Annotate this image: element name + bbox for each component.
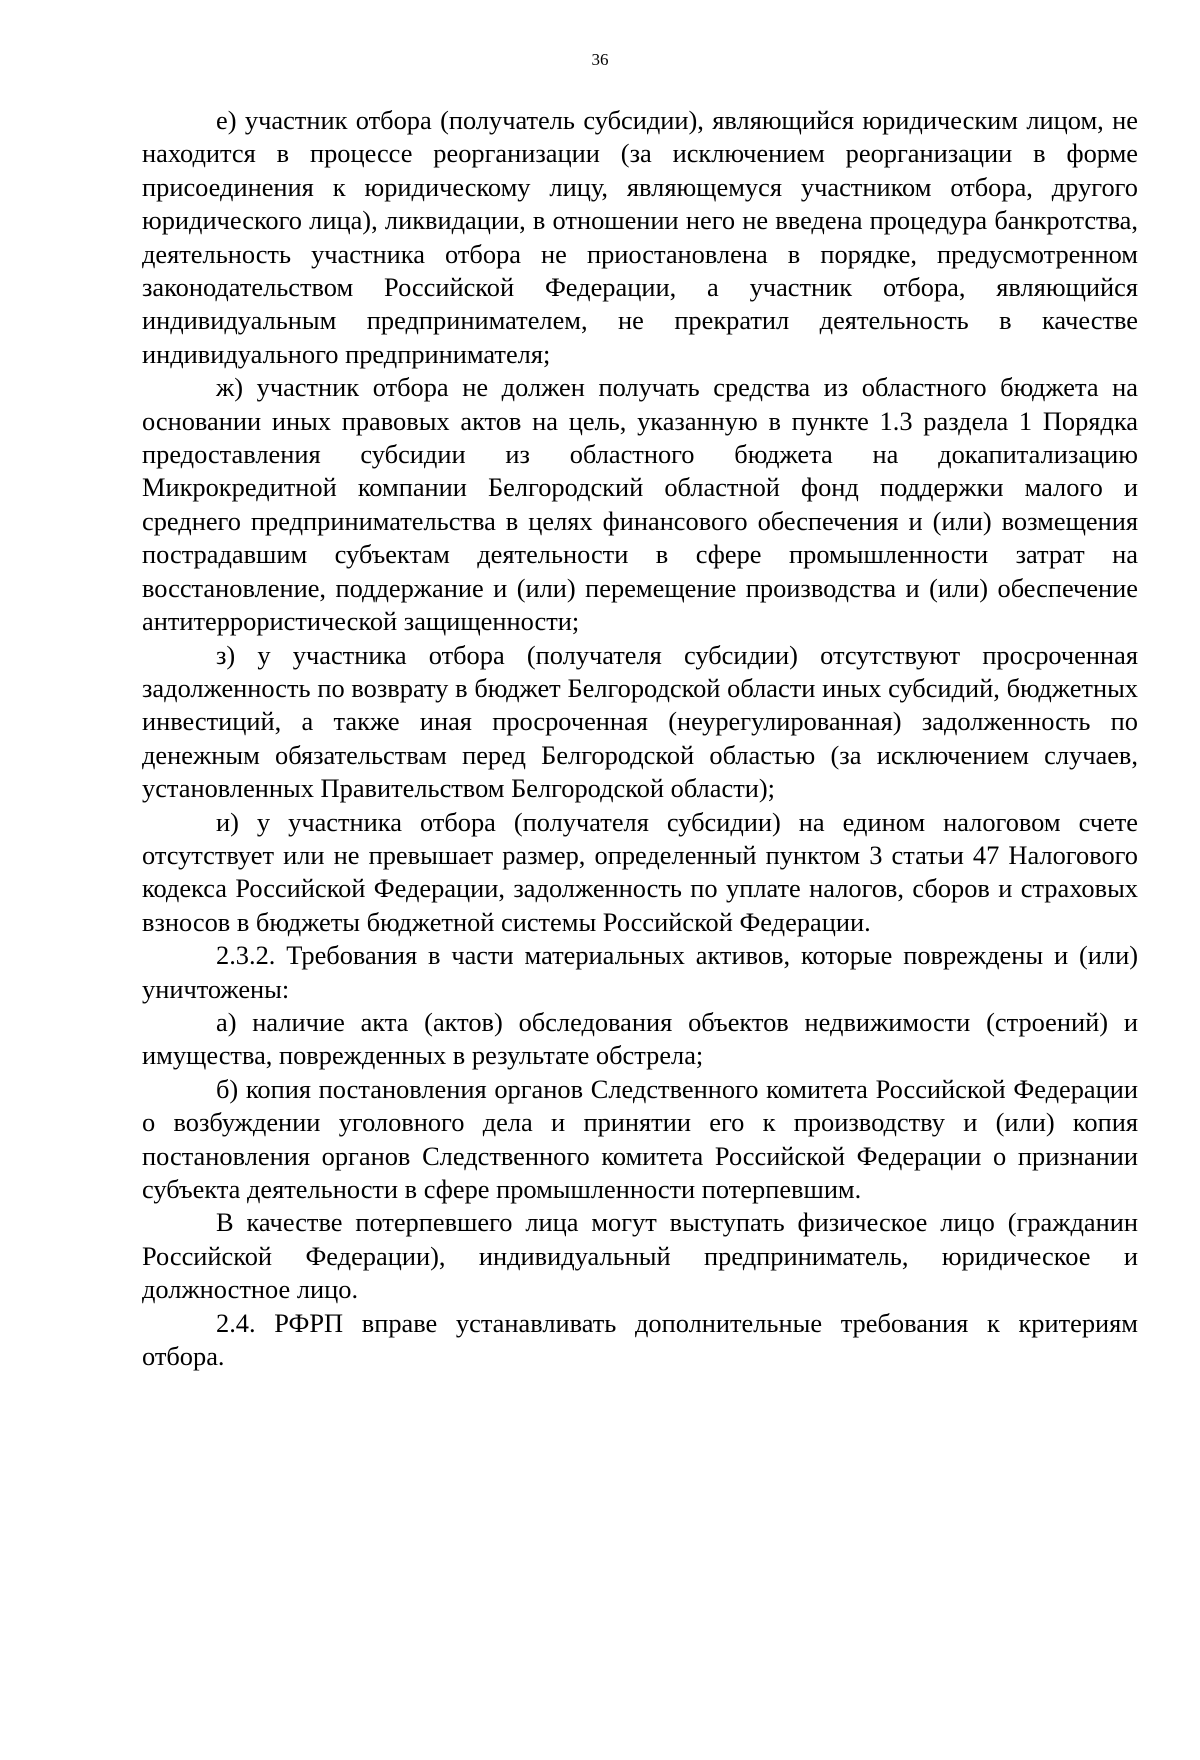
paragraph-2-3-2-heading: 2.3.2. Требования в части материальных активов, которые повреждены и (или) уничтожены: <box>142 940 1138 1004</box>
paragraph-i-requirement: и) у участника отбора (получателя субсидии) на едином налоговом счете отсутствует или не превышает размер, определенный пунктом 3 статьи 47 Налогового кодекса Российской Федерации, задолженность по уплате налогов, сборов и страховых взносов в бюджеты бюджетной системы Российской Федерации. <box>142 806 1138 937</box>
paragraph-2-4-additional-requirements: 2.4. РФРП вправе устанавливать дополнительные требования к критериям отбора. <box>142 1307 1138 1372</box>
paragraph-zh-requirement: ж) участник отбора не должен получать средства из областного бюджета на основании иных правовых актов на цель, указанную в пункте 1.3 раздела 1 Порядка предоставления субсидии из областного бюджета на докапитализацию Микрокредитной компании Белгородский областной фонд поддержки малого и среднего предпринимательства в целях финансового обеспечения и (или) возмещения пострадавшим субъектам деятельности в сфере промышленности затрат на восстановление, поддержание и (или) перемещение производства и (или) обеспечение антитеррористической защищенности; <box>142 372 1138 637</box>
paragraph-z-requirement: з) у участника отбора (получателя субсидии) отсутствуют просроченная задолженность по возврату в бюджет Белгородской области иных субсидий, бюджетных инвестиций, а также иная просроченная (неурегулированная) задолженность по денежным обязательствам перед Белгородской областью (за исключением случаев, установленных Правительством Белгородской области); <box>142 639 1138 804</box>
paragraph-victim-persons: В качестве потерпевшего лица могут выступать физическое лицо (гражданин Российской Федерации), индивидуальный предприниматель, юридическое и должностное лицо. <box>142 1207 1138 1305</box>
paragraph-e-requirement: е) участник отбора (получатель субсидии), являющийся юридическим лицом, не находится в процессе реорганизации (за исключением реорганизации в форме присоединения к юридическому лицу, являющемуся участником отбора, другого юридического лица), ликвидации, в отношении него не введена процедура банкротства, деятельность участника отбора не приостановлена в порядке, предусмотренном законодательством Российской Федерации, а участник отбора, являющийся индивидуальным предпринимателем, не прекратил деятельность в качестве индивидуального предпринимателя; <box>142 105 1138 369</box>
paragraph-b-resolution-copy: б) копия постановления органов Следственного комитета Российской Федерации о возбуждении уголовного дела и принятии его к производству и (или) копия постановления органов Следственного комитета Российской Федерации о признании субъекта деятельности в сфере промышленности потерпевшим. <box>142 1073 1138 1204</box>
paragraph-a-inspection-act: а) наличие акта (актов) обследования объектов недвижимости (строений) и имущества, поврежденных в результате обстрела; <box>142 1006 1138 1071</box>
page-number: 36 <box>591 50 609 69</box>
document-body <box>142 104 1138 1373</box>
